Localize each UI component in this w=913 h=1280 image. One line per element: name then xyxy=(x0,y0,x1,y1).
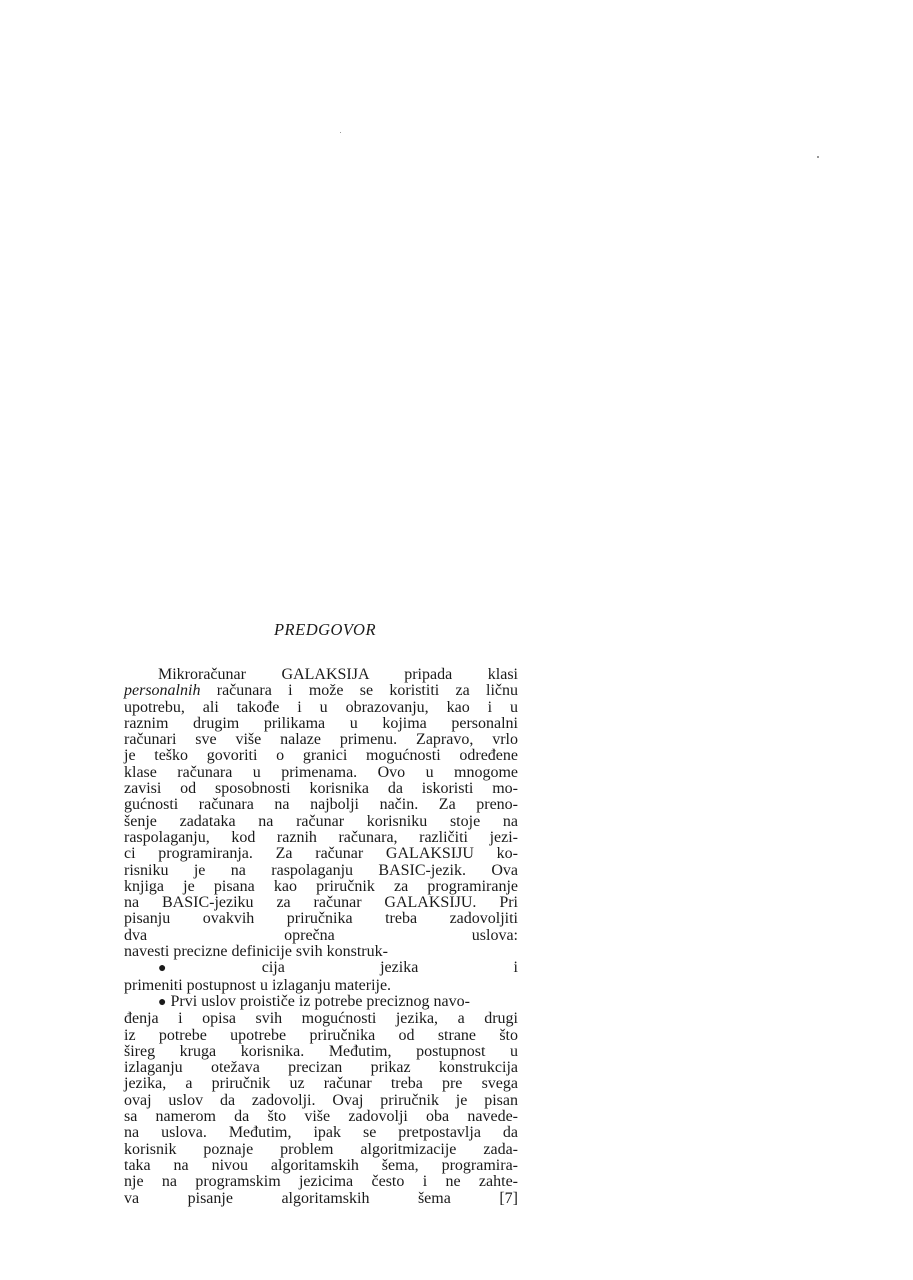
text-line: na uslova. Međutim, ipak se pretpostavlja da xyxy=(124,1124,518,1142)
text-line: je teško govoriti o granici mogućnosti određene xyxy=(124,747,518,765)
text-line: knjiga je pisana kao priručnik za programiranje xyxy=(124,877,518,895)
text-line: navesti precizne definicije svih konstruk- xyxy=(124,943,388,961)
text-line: Mikroračunar GALAKSIJA pripada klasi xyxy=(158,666,518,683)
text-line: izlaganju otežava precizan prikaz konstrukcija xyxy=(124,1059,518,1077)
text-line: raznim drugim prilikama u kojima personalni xyxy=(124,714,518,732)
text-line: sa namerom da što više zadovolji oba navede- xyxy=(124,1108,518,1126)
text-line-rest: računara i može se koristiti za ličnu xyxy=(216,682,518,700)
page-title: PREDGOVOR xyxy=(273,620,377,639)
text-line: iz potrebe upotrebe priručnika od strane što xyxy=(124,1026,518,1044)
text-line: korisnik poznaje problem algoritmizacije zada- xyxy=(124,1140,518,1158)
text-line: šireg kruga korisnika. Međutim, postupnost u xyxy=(124,1042,518,1060)
text-line: raspolaganju, kod raznih računara, različiti jezi- xyxy=(124,828,518,846)
text-line: dva oprečna uslova: xyxy=(124,926,518,944)
bullet-item xyxy=(124,960,518,977)
bullet-text: Prvi uslov proističe iz potrebe preciznog navo- xyxy=(170,992,470,1010)
bullet-text: cija jezika i xyxy=(261,959,518,977)
text-line: taka na nivou algoritamskih šema, programira- xyxy=(124,1156,518,1174)
text-line: primeniti postupnost u izlaganju materije. xyxy=(124,976,392,994)
text-line: gućnosti računara na najbolji način. Za preno- xyxy=(124,796,518,814)
bullet-item xyxy=(124,994,518,1011)
text-line: ovaj uslov da zadovolji. Ovaj priručnik je pisan xyxy=(124,1091,518,1109)
text-line: ci programiranja. Za računar GALAKSIJU ko- xyxy=(124,845,518,863)
text-line: zavisi od sposobnosti korisnika da iskoristi mo- xyxy=(124,780,518,798)
bullet-icon: ● xyxy=(158,994,167,1010)
text-line: računari sve više nalaze primenu. Zapravo, vrlo xyxy=(124,731,518,749)
text-line: va pisanje algoritamskih šema [7] xyxy=(124,1189,518,1207)
scan-speck xyxy=(817,156,819,158)
scan-speck xyxy=(340,132,341,133)
text-line: pisanju ovakvih priručnika treba zadovoljiti xyxy=(124,910,518,928)
text-line: na BASIC-jeziku za računar GALAKSIJU. Pri xyxy=(124,894,518,912)
text-line: risniku je na raspolaganju BASIC-jezik. Ova xyxy=(124,861,518,879)
text-line: šenje zadataka na računar korisniku stoje na xyxy=(124,812,518,830)
text-line xyxy=(124,683,518,699)
bullet-icon: ● xyxy=(158,961,258,977)
text-line: jezika, a priručnik uz računar treba pre svega xyxy=(124,1075,518,1093)
preface-paragraph xyxy=(124,667,518,1207)
italic-word: personalnih xyxy=(124,682,201,700)
text-line: upotrebu, ali takođe i u obrazovanju, kao i u xyxy=(124,698,518,716)
text-line: klase računara u primenama. Ovo u mnogome xyxy=(124,763,518,781)
text-line: đenja i opisa svih mogućnosti jezika, a drugi xyxy=(124,1010,518,1028)
text-line: nje na programskim jezicima često i ne zahte- xyxy=(124,1173,518,1191)
